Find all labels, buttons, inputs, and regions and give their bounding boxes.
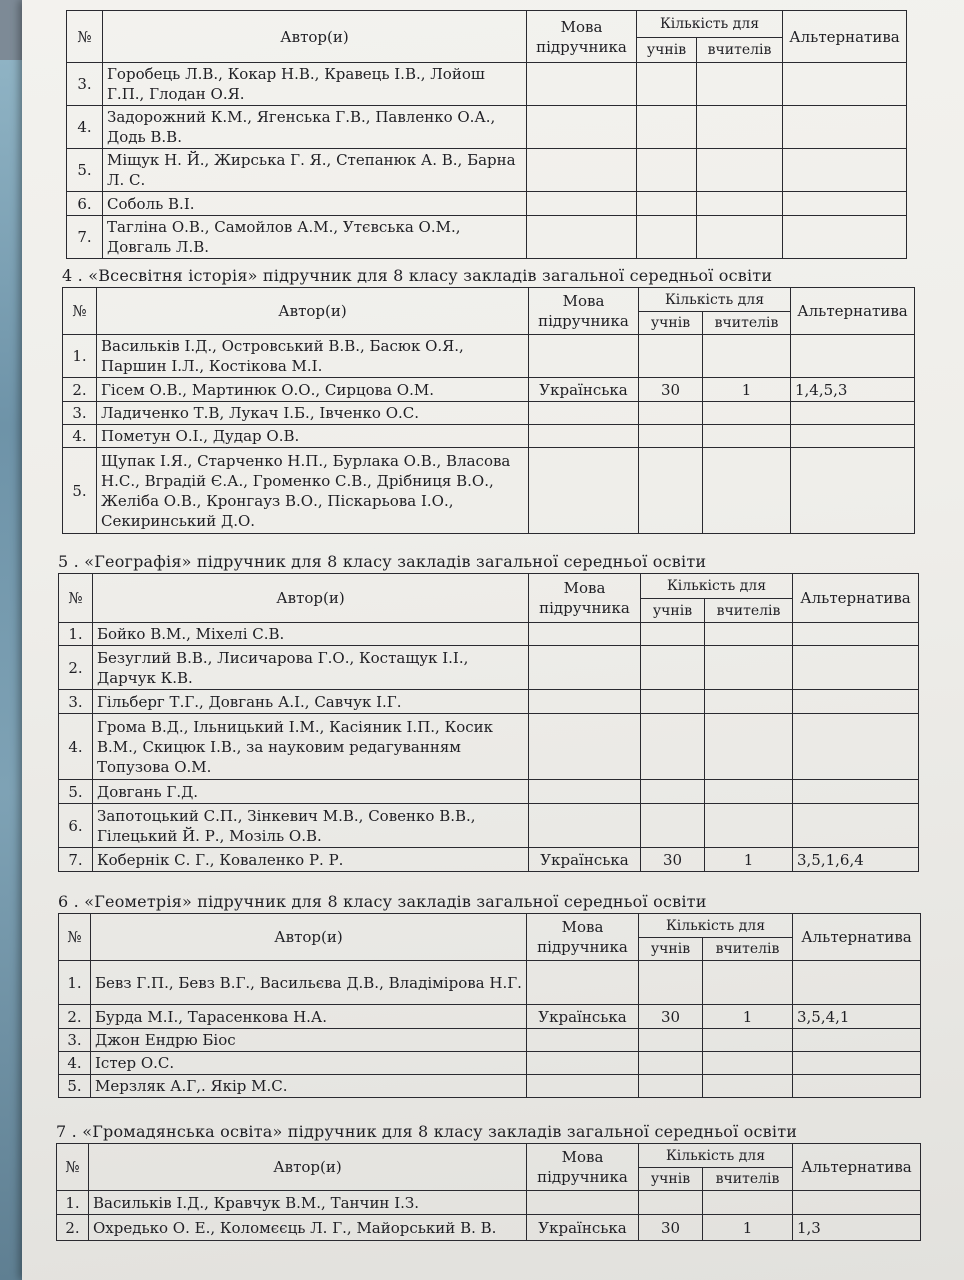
table-row	[59, 780, 919, 804]
cell-students	[637, 63, 697, 106]
cell-language	[527, 149, 637, 192]
header-author: Автор(и)	[89, 1144, 527, 1191]
header-number: №	[59, 914, 91, 961]
cell-number: 5.	[67, 149, 103, 192]
cell-number: 3.	[67, 63, 103, 106]
header-number: №	[67, 11, 103, 63]
cell-language	[529, 804, 641, 848]
header-author: Автор(и)	[97, 288, 529, 335]
header-alternative: Альтернатива	[793, 914, 921, 961]
cell-author: Бойко В.М., Міхелі С.В.	[93, 623, 529, 646]
cell-number: 6.	[67, 192, 103, 216]
cell-teachers	[705, 804, 793, 848]
cell-alternative	[783, 216, 907, 259]
header-number: №	[59, 574, 93, 623]
cell-language: Українська	[529, 848, 641, 872]
cell-author: Тагліна О.В., Самойлов А.М., Утєвська О.М., Довгаль Л.В.	[103, 216, 527, 259]
cell-author: Джон Ендрю Біос	[91, 1029, 527, 1052]
cell-language	[527, 216, 637, 259]
table-row	[67, 149, 907, 192]
cell-author: Довгань Г.Д.	[93, 780, 529, 804]
table-row	[63, 425, 915, 448]
header-alternative: Альтернатива	[793, 574, 919, 623]
cell-number: 2.	[59, 1005, 91, 1029]
cell-students	[641, 804, 705, 848]
cell-number: 1.	[57, 1191, 89, 1215]
header-count: Кількість для	[639, 1144, 793, 1168]
table-header	[59, 574, 919, 623]
textbook-table	[62, 287, 915, 534]
cell-teachers	[703, 448, 791, 534]
cell-teachers	[697, 149, 783, 192]
cell-alternative	[793, 714, 919, 780]
cell-teachers	[705, 714, 793, 780]
cell-teachers: 1	[703, 378, 791, 402]
cell-language	[529, 646, 641, 690]
header-count: Кількість для	[639, 288, 791, 312]
header-number: №	[63, 288, 97, 335]
cell-number: 2.	[59, 646, 93, 690]
textbook-table	[58, 573, 919, 872]
cell-author: Соболь В.І.	[103, 192, 527, 216]
cell-language	[527, 961, 639, 1005]
cell-alternative	[793, 690, 919, 714]
table-body	[67, 63, 907, 259]
cell-teachers	[705, 690, 793, 714]
table-header	[63, 288, 915, 335]
cell-number: 3.	[63, 402, 97, 425]
cell-teachers	[703, 1029, 793, 1052]
cell-author: Задорожний К.М., Ягенська Г.В., Павленко О.А., Додь В.В.	[103, 106, 527, 149]
section-world-history	[62, 266, 915, 534]
table-row	[63, 378, 915, 402]
section-title: 5 . «Географія» підручник для 8 класу закладів загальної середньої освіти	[58, 552, 707, 571]
section-title: 4 . «Всесвітня історія» підручник для 8 класу закладів загальної середньої освіти	[62, 266, 773, 285]
cell-teachers	[703, 335, 791, 378]
cell-teachers	[703, 1075, 793, 1098]
header-teachers: вчителів	[703, 1168, 793, 1191]
cell-teachers	[703, 425, 791, 448]
cell-students: 30	[639, 1005, 703, 1029]
header-language: Мова підручника	[527, 914, 639, 961]
cell-author: Ладиченко Т.В, Лукач І.Б., Івченко О.С.	[97, 402, 529, 425]
cell-teachers	[703, 961, 793, 1005]
cell-alternative	[793, 1029, 921, 1052]
cell-author: Безуглий В.В., Лисичарова Г.О., Костащук І.І., Дарчук К.В.	[93, 646, 529, 690]
cell-author: Грома В.Д., Ільницький І.М., Касіяник І.П., Косик В.М., Скицюк І.В., за науковим редагуванням Топузова О.М.	[93, 714, 529, 780]
cell-language	[527, 192, 637, 216]
cell-alternative: 1,4,5,3	[791, 378, 915, 402]
header-students: учнів	[641, 599, 705, 623]
cell-alternative	[791, 448, 915, 534]
header-students: учнів	[639, 1168, 703, 1191]
cell-students	[637, 192, 697, 216]
cell-alternative	[783, 63, 907, 106]
table-row	[59, 961, 921, 1005]
cell-author: Гільберг Т.Г., Довгань А.І., Савчук І.Г.	[93, 690, 529, 714]
table-body	[63, 335, 915, 534]
header-alternative: Альтернатива	[791, 288, 915, 335]
header-count: Кількість для	[641, 574, 793, 599]
cell-students: 30	[641, 848, 705, 872]
cell-author: Істер О.С.	[91, 1052, 527, 1075]
cell-number: 4.	[59, 714, 93, 780]
cell-students: 30	[639, 1215, 703, 1241]
cell-language	[529, 335, 639, 378]
section-title: 6 . «Геометрія» підручник для 8 класу закладів загальної середньої освіти	[58, 892, 707, 911]
cell-students	[641, 714, 705, 780]
table-row	[59, 714, 919, 780]
table-row	[59, 690, 919, 714]
table-row	[59, 1052, 921, 1075]
cell-author: Міщук Н. Й., Жирська Г. Я., Степанюк А. В., Барна Л. С.	[103, 149, 527, 192]
cell-alternative	[791, 402, 915, 425]
cell-author: Горобець Л.В., Кокар Н.В., Кравець І.В., Лойош Г.П., Глодан О.Я.	[103, 63, 527, 106]
cell-language	[527, 106, 637, 149]
header-author: Автор(и)	[93, 574, 529, 623]
cell-language	[527, 1029, 639, 1052]
cell-students	[637, 106, 697, 149]
cell-alternative	[783, 149, 907, 192]
header-students: учнів	[639, 938, 703, 961]
cell-teachers	[697, 106, 783, 149]
cell-number: 1.	[59, 961, 91, 1005]
cell-number: 7.	[67, 216, 103, 259]
table-row	[59, 1075, 921, 1098]
section-geometry	[58, 892, 921, 1098]
cell-language	[529, 402, 639, 425]
header-language: Мова підручника	[527, 11, 637, 63]
cell-author: Кобернік С. Г., Коваленко Р. Р.	[93, 848, 529, 872]
table-row	[59, 1029, 921, 1052]
table-row	[67, 192, 907, 216]
cell-author: Бурда М.І., Тарасенкова Н.А.	[91, 1005, 527, 1029]
cell-language	[527, 1052, 639, 1075]
cell-alternative	[791, 335, 915, 378]
table-row	[57, 1215, 921, 1241]
cell-teachers	[697, 216, 783, 259]
table-row	[59, 1005, 921, 1029]
cell-author: Мерзляк А.Г,. Якір М.С.	[91, 1075, 527, 1098]
table-header	[59, 914, 921, 961]
cell-students	[639, 1191, 703, 1215]
cell-alternative	[793, 1075, 921, 1098]
cell-alternative	[793, 961, 921, 1005]
cell-number: 3.	[59, 1029, 91, 1052]
cell-language	[527, 63, 637, 106]
cell-students: 30	[639, 378, 703, 402]
table-row	[63, 402, 915, 425]
cell-students	[639, 335, 703, 378]
cell-teachers	[705, 780, 793, 804]
cell-alternative	[791, 425, 915, 448]
header-author: Автор(и)	[91, 914, 527, 961]
header-alternative: Альтернатива	[793, 1144, 921, 1191]
header-language: Мова підручника	[527, 1144, 639, 1191]
table-row	[57, 1191, 921, 1215]
table-row	[59, 804, 919, 848]
textbook-table	[56, 1143, 921, 1241]
cell-students	[639, 425, 703, 448]
table-row	[59, 646, 919, 690]
cell-teachers	[703, 402, 791, 425]
cell-students	[639, 1052, 703, 1075]
cell-number: 4.	[59, 1052, 91, 1075]
cell-language	[529, 714, 641, 780]
cell-language: Українська	[529, 378, 639, 402]
cell-teachers	[705, 623, 793, 646]
cell-language: Українська	[527, 1005, 639, 1029]
cell-alternative	[793, 623, 919, 646]
header-number: №	[57, 1144, 89, 1191]
cell-teachers	[697, 63, 783, 106]
header-count: Кількість для	[637, 11, 783, 38]
header-students: учнів	[639, 312, 703, 335]
cell-alternative: 3,5,4,1	[793, 1005, 921, 1029]
cell-number: 1.	[63, 335, 97, 378]
section-title: 7 . «Громадянська освіта» підручник для 8 класу закладів загальної середньої освіти	[56, 1122, 798, 1141]
cell-teachers	[705, 646, 793, 690]
cell-alternative	[793, 1191, 921, 1215]
cell-teachers	[697, 192, 783, 216]
table-row	[59, 848, 919, 872]
cell-students	[639, 448, 703, 534]
cell-alternative: 1,3	[793, 1215, 921, 1241]
cell-author: Васильків І.Д., Островський В.В., Басюк О.Я., Паршин І.Л., Костікова М.І.	[97, 335, 529, 378]
cell-author: Запотоцький С.П., Зінкевич М.В., Совенко В.В., Гілецький Й. Р., Мозіль О.В.	[93, 804, 529, 848]
cell-author: Щупак І.Я., Старченко Н.П., Бурлака О.В., Власова Н.С., Вградій Є.А., Громенко С.В., Дрібниця В.О., Желіба О.В., Кронгауз В.О., Піскарьова І.О., Секиринський Д.О.	[97, 448, 529, 534]
cell-number: 4.	[63, 425, 97, 448]
cell-author: Бевз Г.П., Бевз В.Г., Васильєва Д.В., Владімірова Н.Г.	[91, 961, 527, 1005]
cell-number: 3.	[59, 690, 93, 714]
header-teachers: вчителів	[703, 312, 791, 335]
cell-language	[529, 690, 641, 714]
header-language: Мова підручника	[529, 288, 639, 335]
cell-students	[641, 690, 705, 714]
table-header	[67, 11, 907, 63]
textbook-table-top	[66, 10, 907, 259]
cell-number: 2.	[57, 1215, 89, 1241]
header-alternative: Альтернатива	[783, 11, 907, 63]
cell-teachers: 1	[703, 1005, 793, 1029]
cell-students	[641, 780, 705, 804]
cell-alternative	[793, 780, 919, 804]
cell-number: 4.	[67, 106, 103, 149]
table-row	[63, 448, 915, 534]
cell-teachers: 1	[705, 848, 793, 872]
cell-author: Пометун О.І., Дудар О.В.	[97, 425, 529, 448]
cell-students	[641, 623, 705, 646]
table-row	[59, 623, 919, 646]
table-row	[67, 63, 907, 106]
section-geography	[58, 552, 919, 872]
header-language: Мова підручника	[529, 574, 641, 623]
table-body	[59, 623, 919, 872]
cell-author: Гісем О.В., Мартинюк О.О., Сирцова О.М.	[97, 378, 529, 402]
cell-number: 1.	[59, 623, 93, 646]
header-teachers: вчителів	[703, 938, 793, 961]
cell-alternative	[793, 804, 919, 848]
cell-students	[639, 1029, 703, 1052]
cell-number: 5.	[59, 1075, 91, 1098]
cell-language	[529, 780, 641, 804]
cell-teachers	[703, 1191, 793, 1215]
cell-number: 2.	[63, 378, 97, 402]
cell-teachers	[703, 1052, 793, 1075]
cell-language: Українська	[527, 1215, 639, 1241]
table-row	[67, 106, 907, 149]
header-teachers: вчителів	[697, 38, 783, 63]
header-students: учнів	[637, 38, 697, 63]
section-civic-education	[56, 1122, 921, 1241]
cell-language	[529, 425, 639, 448]
cell-alternative: 3,5,1,6,4	[793, 848, 919, 872]
table-header	[57, 1144, 921, 1191]
cell-teachers: 1	[703, 1215, 793, 1241]
table-body	[57, 1191, 921, 1241]
textbook-table	[58, 913, 921, 1098]
cell-students	[639, 402, 703, 425]
cell-alternative	[783, 106, 907, 149]
cell-students	[637, 216, 697, 259]
cell-author: Охредько О. Е., Коломєєць Л. Г., Майорський В. В.	[89, 1215, 527, 1241]
cell-students	[637, 149, 697, 192]
cell-language	[529, 623, 641, 646]
cell-language	[529, 448, 639, 534]
cell-language	[527, 1191, 639, 1215]
header-author: Автор(и)	[103, 11, 527, 63]
cell-alternative	[793, 1052, 921, 1075]
header-teachers: вчителів	[705, 599, 793, 623]
cell-students	[639, 1075, 703, 1098]
table-row	[63, 335, 915, 378]
cell-students	[641, 646, 705, 690]
cell-alternative	[783, 192, 907, 216]
cell-author: Васильків І.Д., Кравчук В.М., Танчин І.З.	[89, 1191, 527, 1215]
cell-number: 6.	[59, 804, 93, 848]
cell-number: 7.	[59, 848, 93, 872]
table-row	[67, 216, 907, 259]
table-body	[59, 961, 921, 1098]
header-count: Кількість для	[639, 914, 793, 938]
cell-number: 5.	[59, 780, 93, 804]
cell-students	[639, 961, 703, 1005]
cell-alternative	[793, 646, 919, 690]
cell-language	[527, 1075, 639, 1098]
table-block-top	[66, 10, 907, 259]
cell-number: 5.	[63, 448, 97, 534]
